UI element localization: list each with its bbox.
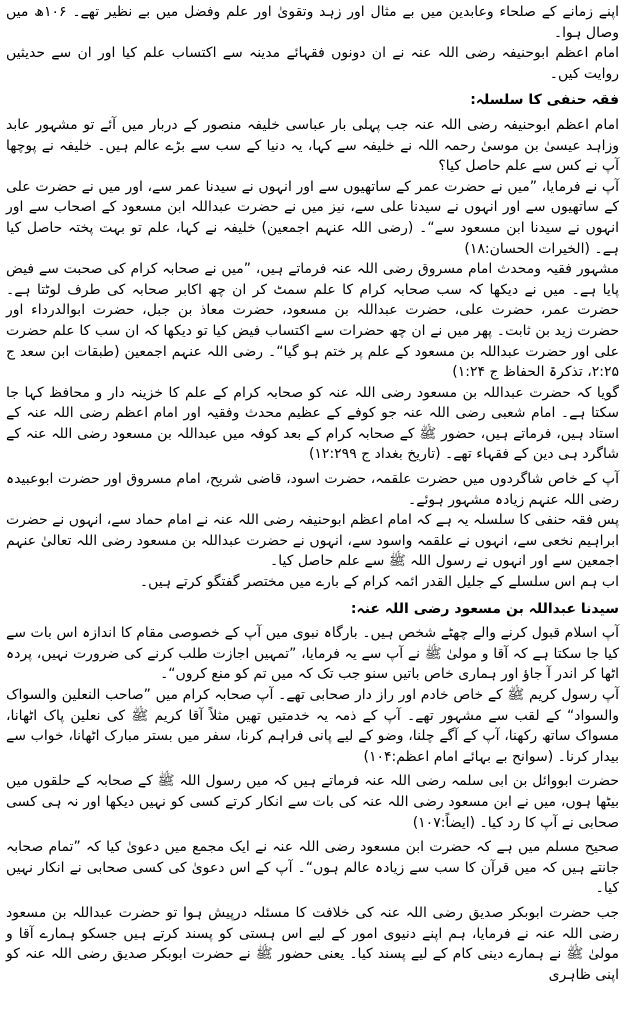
paragraph-masruq: مشہور فقیہ ومحدث امام مسروق رضی اللہ عنہ فرماتے ہیں، ”میں نے صحابہ کرام کی صحبت سے فیض پایا ہے۔ میں نے دیکھا کہ سب صحابہ کرام کا علم سمٹ کر ان چھ اکابر صحابہ کی طرف لوٹتا ہے۔ حضرت عمر، حضرت علی، حضرت عبداللہ بن مسعود، حضرت معاذ بن جبل، حضرت ابوالدرداء اور حضرت زید بن ثابت۔ پھر میں نے ان چھ حضرات سے اکتساب فیض کیا تو دیکھا کہ ان سب کا علم حضرت علی اور حضرت عبداللہ بن مسعود کے علم پر ختم ہو گیا“۔ رضی اللہ عنہم اجمعین (طبقات ابن سعد ج ۲:۲۵، تذکرۃ الحفاظ ج ۱:۲۴) [6,261,619,381]
paragraph-sahih-muslim: صحیح مسلم میں ہے کہ حضرت ابن مسعود رضی اللہ عنہ نے ایک مجمع میں دعویٰ کیا کہ ”تمام صحابہ جانتے ہیں کہ میں قرآن کا سب سے زیادہ عالم ہوں“۔ آپ کے اس دعویٰ کی کسی صحابی نے انکار نہیں کیا۔ [6,839,619,897]
heading-ibn-masud: سیدنا عبداللہ بن مسعود رضی اللہ عنہ: [350,600,619,617]
paragraph-imam-learning: امام اعظم ابوحنیفہ رضی اللہ عنہ نے ان دونوں فقہائے مدینہ سے اکتساب علم کیا اور ان سے حدیثیں روایت کیں۔ [6,45,619,82]
paragraph-abu-bakr: جب حضرت ابوبکر صدیق رضی اللہ عنہ کی خلافت کا مسئلہ درپیش ہوا تو حضرت عبداللہ بن مسعود رضی اللہ عنہ نے فرمایا، ہم اپنے دنیوی امور کے لیے اس ہستی کو پسند کرتے ہیں جسکو ہمارے آقا و مولیٰ ﷺ نے ہمارے دینی کام کے لیے پسند کیا۔ یعنی حضور ﷺ نے حضرت ابوبکر صدیق رضی اللہ عنہ کو اپنی ظاہری [6,904,620,983]
paragraph-transition: اب ہم اس سلسلے کے جلیل القدر ائمہ کرام کے بارے میں مختصر گفتگو کرتے ہیں۔ [139,574,619,591]
paragraph-abu-wail: حضرت ابووائل بن ابی سلمہ رضی اللہ عنہ فرماتے ہیں کہ میں رسول اللہ ﷺ کے صحابہ کے حلقوں میں بیٹھا ہوں، میں نے ابن مسعود رضی اللہ عنہ کی بات سے انکار کرتے کسی کو نہیں دیکھا اور نہ ہی کسی صحابی نے آپ کا رد کیا۔ (ایضاً:۱۰۷) [6,773,619,831]
paragraph-students: آپ کے خاص شاگردوں میں حضرت علقمہ، حضرت اسود، قاضی شریح، امام مسروق اور حضرت ابوعبیدہ رضی اللہ عنہم زیادہ مشہور ہوئے۔ [6,471,619,508]
heading-fiqh-hanafi-chain: فقہ حنفی کا سلسلہ: [470,92,619,109]
paragraph-sixth-muslim: آپ اسلام قبول کرنے والے چھٹے شخص ہیں۔ بارگاہ نبوی میں آپ کے خصوصی مقام کا اندازہ اس بات سے کیا جا سکتا ہے کہ آقا و مولیٰ ﷺ نے آپ سے یہ فرمایا، ”تمہیں اجازت طلب کرنے کی ضرورت نہیں، پردہ اٹھا کر اندر آ جاؤ اور ہماری خاص باتیں سنو جب تک کہ میں تم کو منع کروں“۔ [6,625,619,683]
paragraph-chain-summary: پس فقہ حنفی کا سلسلہ یہ ہے کہ امام اعظم ابوحنیفہ رضی اللہ عنہ نے امام حماد سے، انہوں نے حضرت ابراہیم نخعی سے، انہوں نے علقمہ واسود سے، انہوں نے حضرت عبداللہ بن مسعود رضی اللہ تعالیٰ عنہم اجمعین سے اور انہوں نے رسول اللہ ﷺ سے علم حاصل کیا۔ [6,512,619,570]
paragraph-intro: اپنے زمانے کے صلحاء وعابدین میں بے مثال اور زہد وتقویٰ اور علم وفضل میں بے نظیر تھے۔ ۱۰۶ھ میں وصال ہوا۔ [6,4,620,41]
paragraph-ibn-masud-treasurer: گویا کہ حضرت عبداللہ بن مسعود رضی اللہ عنہ کو صحابہ کرام کے علم کا خزینہ دار و محافظ کہا جا سکتا ہے۔ امام شعبی رضی اللہ عنہ جو کوفے کے عظیم محدث وفقیہ اور امام اعظم رضی اللہ عنہ کے استاد ہیں، فرماتے ہیں، حضور ﷺ کے صحابہ کرام کے بعد کوفہ میں عبداللہ بن مسعود رضی اللہ عنہ کے شاگرد ہی دین کے فقہاء تھے۔ (تاریخ بغداد ج ۱۲:۲۹۹) [6,384,619,463]
paragraph-imam-reply: آپ نے فرمایا، ”میں نے حضرت عمر کے ساتھیوں سے اور انہوں نے سیدنا عمر سے، اور میں نے حضرت علی کے ساتھیوں سے اور انہوں نے سیدنا علی سے، نیز میں نے حضرت عبداللہ ابن مسعود کے اصحاب سے اور انہوں نے سیدنا ابن مسعود سے“۔ (رضی اللہ عنہم اجمعین) خلیفہ نے کہا، علم تو بہت پختہ حاصل کیا ہے۔ (الخیرات الحسان:۱۸) [6,178,619,257]
paragraph-servant: آپ رسول کریم ﷺ کے خاص خادم اور راز دار صحابی تھے۔ آپ صحابہ کرام میں ”صاحب النعلین والسواک والسواد“ کے لقب سے مشہور تھے۔ آپ کے ذمہ یہ خدمتیں تھیں مثلاً آقا کریم ﷺ کی نعلین پاک اٹھانا، مسواک ساتھ رکھنا، آپ کے آگے چلنا، وضو کے لیے پانی فراہم کرنا، سفر میں بستر مبارک اٹھانا، خواب سے بیدار کرنا۔ (سوانح بے بہائے امام اعظم:۱۰۴) [6,687,619,765]
paragraph-mansur-court: امام اعظم ابوحنیفہ رضی اللہ عنہ جب پہلی بار عباسی خلیفہ منصور کے دربار میں آئے تو مشہور عابد وزاہد عیسیٰ بن موسیٰ رحمہ اللہ نے خلیفہ سے کہا، یہ دنیا کے سب سے بڑے عالم ہیں۔ خلیفہ نے پوچھا آپ نے کس سے علم حاصل کیا؟ [6,116,619,175]
